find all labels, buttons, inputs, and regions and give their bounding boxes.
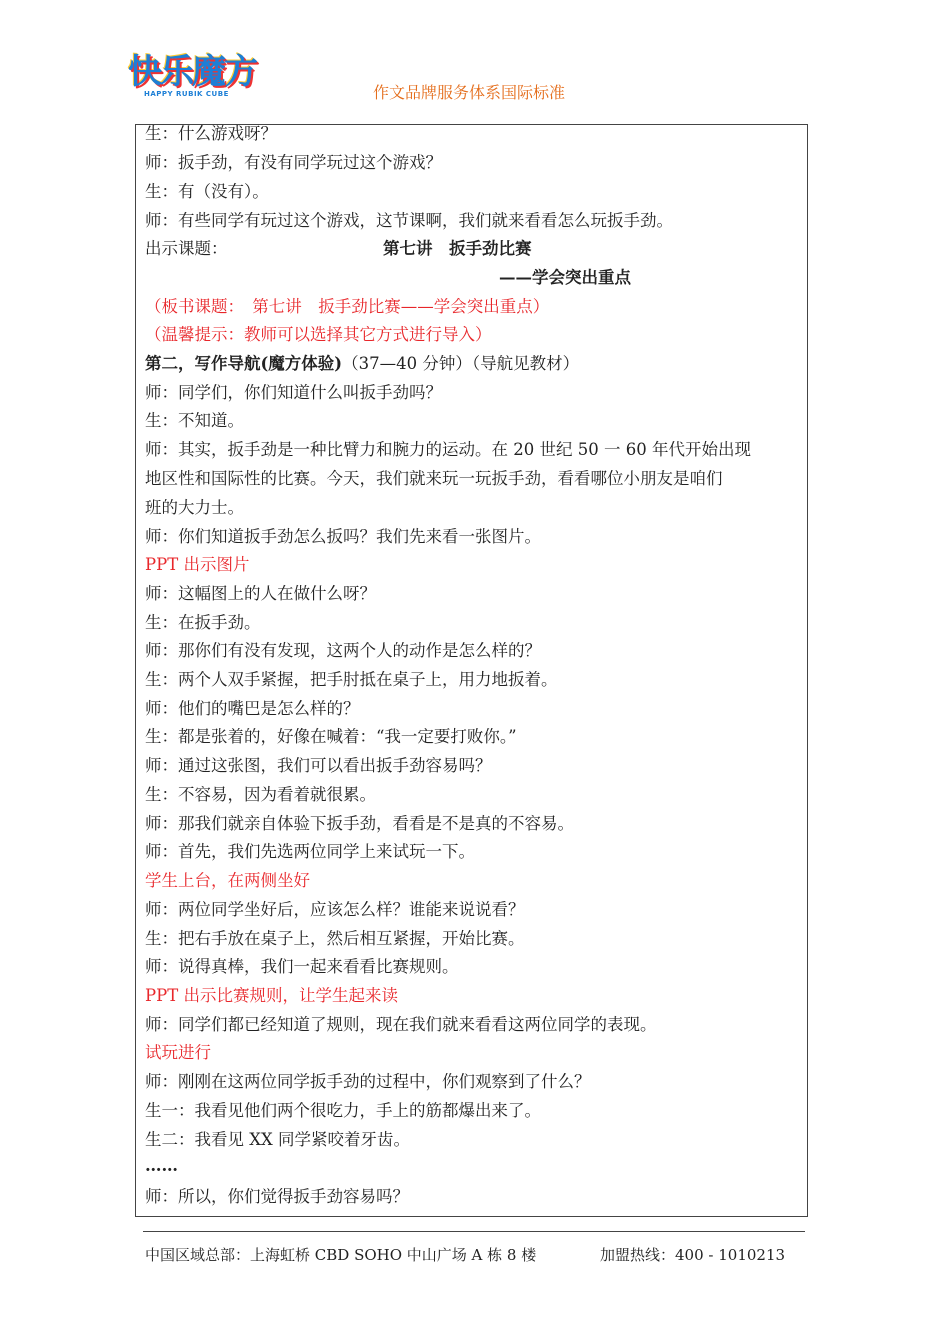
stage-direction: 学生上台，在两侧坐好 xyxy=(145,871,310,890)
footer-divider xyxy=(143,1231,805,1232)
logo-text: 快乐魔方 xyxy=(128,52,256,92)
ellipsis: …… xyxy=(145,1156,178,1175)
dialogue-line: 生一：我看见他们两个很吃力，手上的筋都爆出来了。 xyxy=(145,1101,541,1120)
dialogue-line: 师：那你们有没有发现，这两个人的动作是怎么样的？ xyxy=(145,641,541,660)
stage-direction: 试玩进行 xyxy=(145,1043,211,1062)
section-time: （37—40 分钟）（导航见教材） xyxy=(342,354,580,373)
topic-label: 出示课题： xyxy=(145,239,228,258)
lesson-subtitle: ——学会突出重点 xyxy=(499,268,631,287)
dialogue-line: 生：不知道。 xyxy=(145,411,244,430)
dialogue-line: 生：什么游戏呀？ xyxy=(145,124,277,143)
dialogue-line: 生：在扳手劲。 xyxy=(145,613,261,632)
footer-hotline: 加盟热线：400 - 1010213 xyxy=(600,1246,786,1264)
dialogue-line: 师：刚刚在这两位同学扳手劲的过程中，你们观察到了什么？ xyxy=(145,1072,591,1091)
section-heading xyxy=(145,353,579,375)
dialogue-line: 师：他们的嘴巴是怎么样的？ xyxy=(145,699,360,718)
header-slogan: 作文品牌服务体系国际标准 xyxy=(373,83,566,102)
dialogue-line: 班的大力士。 xyxy=(145,498,244,517)
dialogue-line: 师：那我们就亲自体验下扳手劲，看看是不是真的不容易。 xyxy=(145,814,574,833)
section-title: 第二，写作导航(魔方体验) xyxy=(145,354,343,373)
dialogue-line: 师：同学们都已经知道了规则，现在我们就来看看这两位同学的表现。 xyxy=(145,1015,657,1034)
dialogue-line: 师：两位同学坐好后，应该怎么样？谁能来说说看？ xyxy=(145,900,525,919)
tip-note: （温馨提示：教师可以选择其它方式进行导入） xyxy=(145,325,492,344)
board-note: （板书课题： 第七讲 扳手劲比赛——学会突出重点） xyxy=(145,297,550,316)
footer-address: 中国区域总部：上海虹桥 CBD SOHO 中山广场 A 栋 8 楼 xyxy=(145,1246,537,1264)
dialogue-line: 生：把右手放在桌子上，然后相互紧握，开始比赛。 xyxy=(145,929,525,948)
dialogue-line: 地区性和国际性的比赛。今天，我们就来玩一玩扳手劲，看看哪位小朋友是咱们 xyxy=(145,469,723,488)
dialogue-line: 师：扳手劲，有没有同学玩过这个游戏？ xyxy=(145,153,442,172)
dialogue-line: 师：说得真棒，我们一起来看看比赛规则。 xyxy=(145,957,459,976)
dialogue-line: 师：其实，扳手劲是一种比臂力和腕力的运动。在 20 世纪 50 一 60 年代开始出现 xyxy=(145,440,751,459)
dialogue-line: 师：所以，你们觉得扳手劲容易吗？ xyxy=(145,1187,409,1206)
dialogue-line: 师：同学们，你们知道什么叫扳手劲吗？ xyxy=(145,383,442,402)
dialogue-line: 生二：我看见 XX 同学紧咬着牙齿。 xyxy=(145,1130,410,1149)
lesson-title: 第七讲 扳手劲比赛 xyxy=(383,239,532,258)
dialogue-line: 师：通过这张图，我们可以看出扳手劲容易吗？ xyxy=(145,756,492,775)
dialogue-line: 生：都是张着的，好像在喊着：“我一定要打败你。” xyxy=(145,727,517,746)
dialogue-line: 师：有些同学有玩过这个游戏，这节课啊，我们就来看看怎么玩扳手劲。 xyxy=(145,211,673,230)
dialogue-line: 师：这幅图上的人在做什么呀？ xyxy=(145,584,376,603)
dialogue-line: 师：首先，我们先选两位同学上来试玩一下。 xyxy=(145,842,475,861)
dialogue-line: 生：两个人双手紧握，把手肘抵在桌子上，用力地扳着。 xyxy=(145,670,558,689)
dialogue-line: 生：不容易，因为看着就很累。 xyxy=(145,785,376,804)
dialogue-line: 师：你们知道扳手劲怎么扳吗？我们先来看一张图片。 xyxy=(145,527,541,546)
logo-subtitle: HAPPY RUBIK CUBE xyxy=(144,90,229,98)
dialogue-line: 生：有（没有）。 xyxy=(145,182,269,201)
stage-direction: PPT 出示图片 xyxy=(145,555,250,574)
stage-direction: PPT 出示比赛规则，让学生起来读 xyxy=(145,986,398,1005)
brand-logo xyxy=(128,52,258,104)
